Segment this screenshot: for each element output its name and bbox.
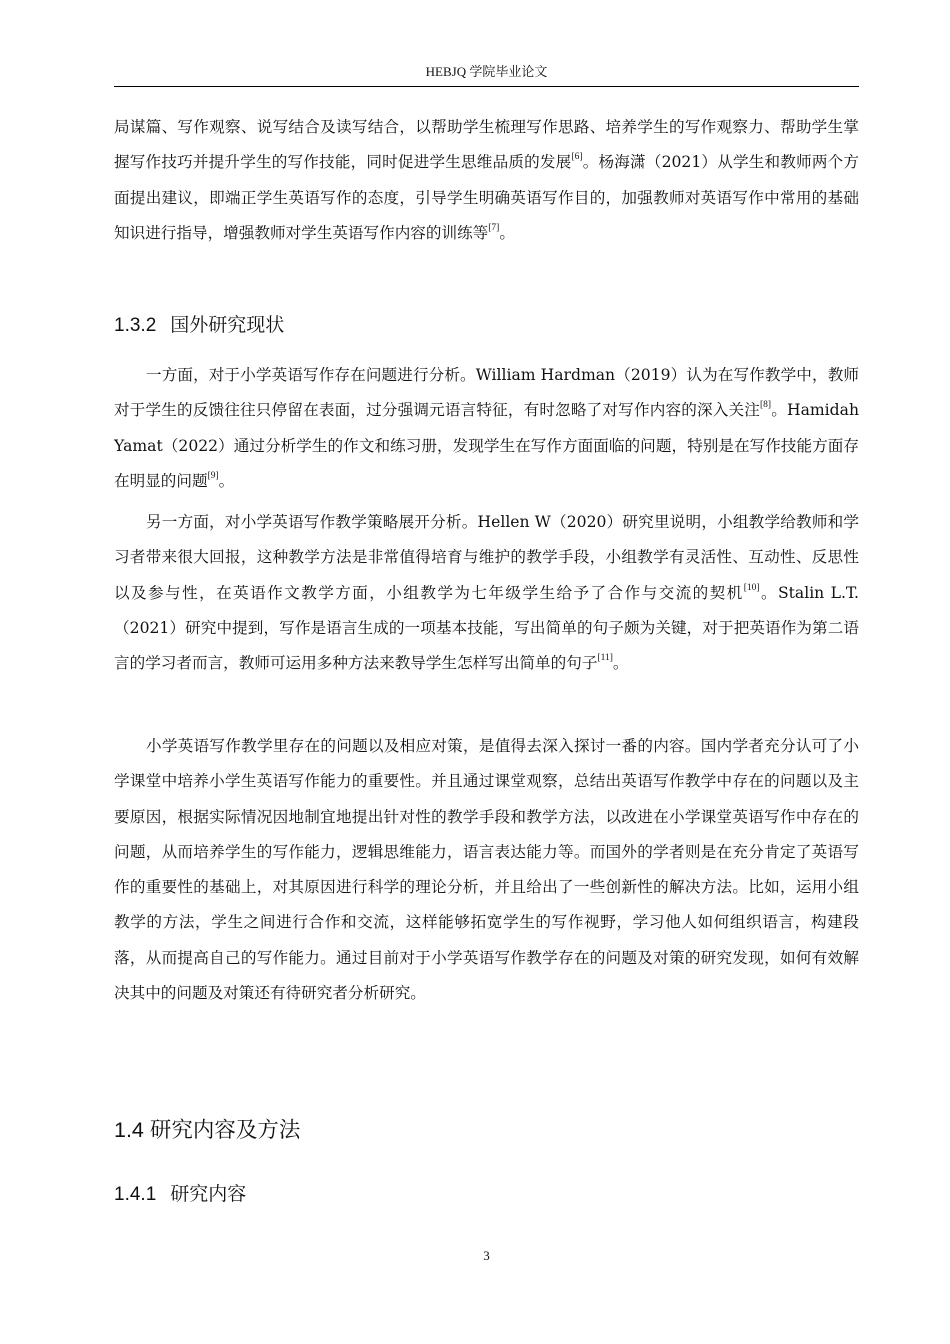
paragraph-text: 。Stalin L.T.（2021）研究中提到，写作是语言生成的一项基本技能，写出简单的句子颇为关键，对于把英语作为第二语言的学习者而言，教师可运用多种方法来教导学生怎样写出简单的句子 — [114, 583, 859, 673]
paragraph-text: 。杨海潇（2021）从学生和教师两个方面提出建议，即端正学生英语写作的态度，引导学生明确英语写作目的，加强教师对英语写作中常用的基础知识进行指导，增强教师对学生英语写作内容的训练等 — [114, 153, 859, 242]
body-paragraph-summary — [114, 729, 859, 1011]
citation-ref: [10] — [743, 582, 760, 593]
paragraph-text: 另一方面，对小学英语写作教学策略展开分析。Hellen W（2020）研究里说明，小组教学给教师和学习者带来很大回报，这种教学方法是非常值得培育与维护的教学手段，小组教学有灵活性、互动性、反思性以及参与性，在英语作文教学方面，小组教学为七年级学生给予了合作与交流的契机 — [114, 513, 859, 602]
section-heading-1-4 — [114, 1115, 300, 1146]
body-paragraph-continuation — [114, 110, 859, 251]
citation-ref: [11] — [597, 653, 613, 664]
paragraph-text: 一方面，对于小学英语写作存在问题进行分析。William Hardman（2019）认为在写作教学中，教师对于学生的反馈往往只停留在表面，过分强调元语言特征，有时忽略了对写作内容的深入关注 — [114, 366, 859, 420]
section-heading-1-3-2 — [114, 312, 284, 339]
section-title: 研究内容及方法 — [149, 1118, 301, 1143]
paragraph-text: 局谋篇、写作观察、说写结合及读写结合，以帮助学生梳理写作思路、培养学生的写作观察力、帮助学生掌握写作技巧并提升学生的写作技能，同时促进学生思维品质的发展 — [114, 118, 859, 172]
body-paragraph-foreign-problems — [114, 358, 859, 499]
section-number: 1.3.2 — [114, 315, 157, 336]
section-heading-1-4-1 — [114, 1181, 246, 1208]
section-title: 国外研究现状 — [170, 314, 285, 336]
citation-ref: [9] — [207, 470, 219, 481]
citation-ref: [8] — [760, 400, 772, 411]
section-number: 1.4.1 — [114, 1184, 157, 1205]
citation-ref: [7] — [488, 222, 500, 233]
section-number: 1.4 — [114, 1118, 144, 1142]
citation-ref: [6] — [571, 152, 583, 163]
running-header: HEBJQ 学院毕业论文 — [425, 64, 548, 79]
section-title: 研究内容 — [170, 1183, 247, 1205]
paragraph-text: 。 — [218, 471, 235, 490]
paragraph-text: 。Hamidah Yamat（2022）通过分析学生的作文和练习册，发现学生在写作方面面临的问题，特别是在写作技能方面存在明显的问题 — [114, 401, 859, 490]
paragraph-text: 。 — [499, 223, 515, 242]
header-rule — [114, 86, 859, 87]
paragraph-text: 小学英语写作教学里存在的问题以及相应对策，是值得去深入探讨一番的内容。国内学者充分认可了小学课堂中培养小学生英语写作能力的重要性。并且通过课堂观察，总结出英语写作教学中存在的问题以及主要原因，根据实际情况因地制宜地提出针对性的教学手段和教学方法，以改进在小学课堂英语写作中存在的问题，从而培养学生的写作能力，逻辑思维能力，语言表达能力等。而国外的学者则是在充分肯定了英语写作的重要性的基础上，对其原因进行科学的理论分析，并且给出了一些创新性的解决方法。比如，运用小组教学的方法，学生之间进行合作和交流，这样能够拓宽学生的写作视野，学习他人如何组织语言，构建段落，从而提高自己的写作能力。通过目前对于小学英语写作教学存在的问题及对策的研究发现，如何有效解决其中的问题及对策还有待研究者分析研究。 — [114, 737, 859, 1003]
body-paragraph-foreign-strategies — [114, 505, 859, 681]
page-number: 3 — [483, 1248, 490, 1263]
paragraph-text: 。 — [612, 654, 629, 673]
